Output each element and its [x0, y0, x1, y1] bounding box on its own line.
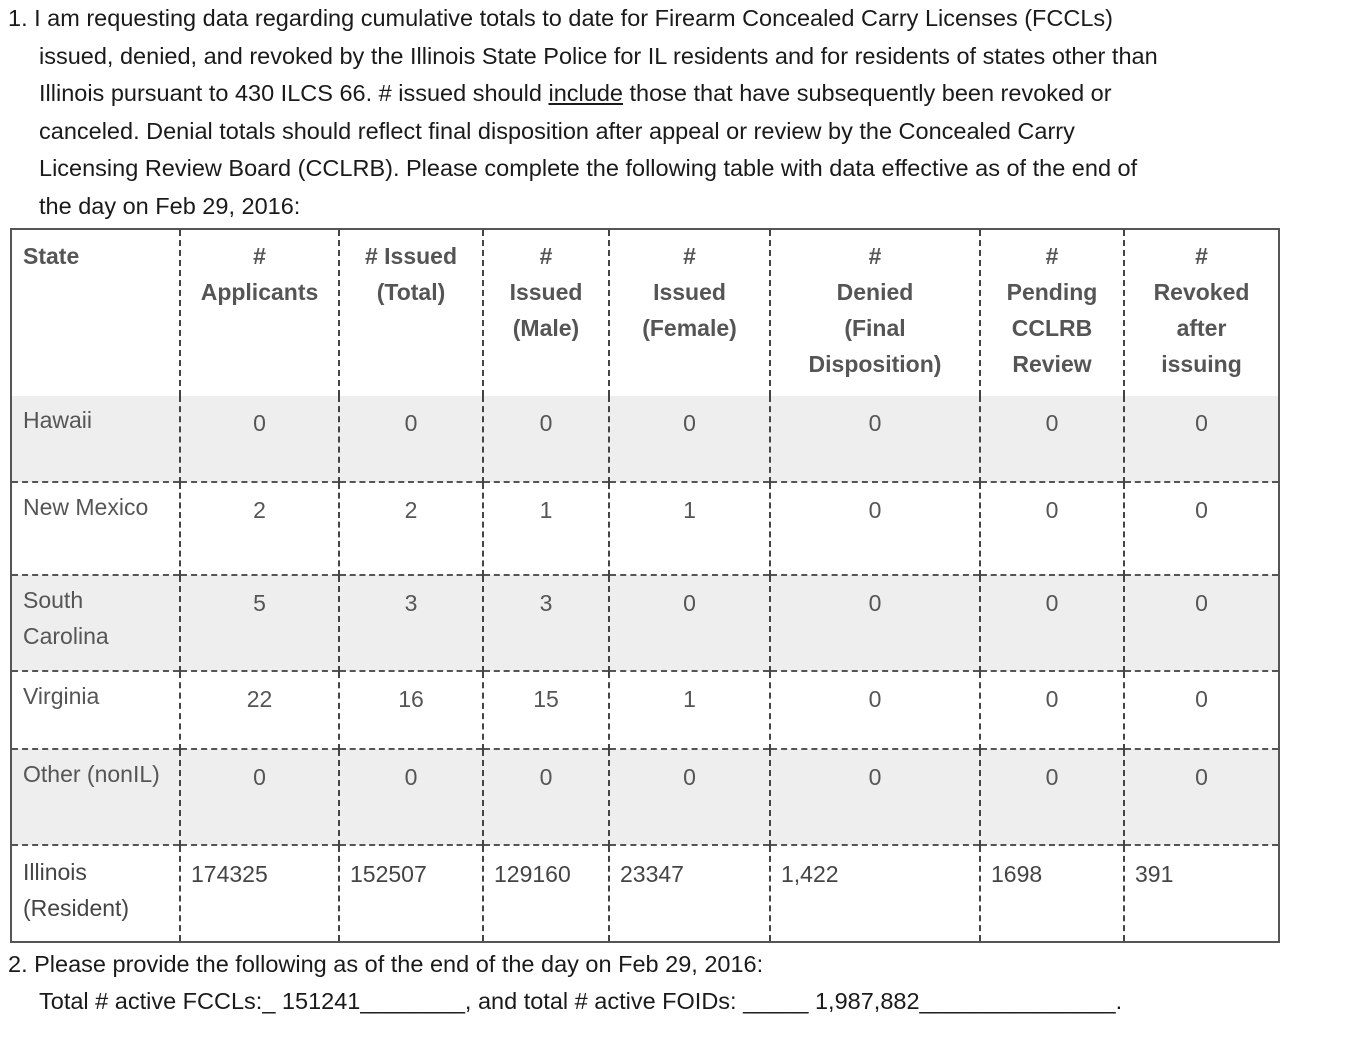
column-header-text: (Male) — [512, 315, 580, 341]
value-cell: 174325 — [180, 845, 339, 942]
column-header-text: Revoked — [1153, 279, 1250, 305]
question-1 — [8, 0, 1333, 225]
value-cell: 0 — [609, 575, 770, 671]
value-cell: 0 — [980, 396, 1124, 482]
column-header-text: issuing — [1161, 351, 1242, 377]
underlined-word: include — [548, 80, 623, 106]
value-cell: 0 — [180, 396, 339, 482]
value-cell: 15 — [483, 671, 609, 749]
value-cell: 5 — [180, 575, 339, 671]
value-cell: 0 — [1124, 575, 1279, 671]
table-row — [11, 749, 1279, 845]
value-cell: 0 — [980, 749, 1124, 845]
column-header — [609, 229, 770, 396]
question-1-line: Licensing Review Board (CCLRB). Please complete the following table with data effective as of the end of — [39, 155, 1138, 181]
state-name: Hawaii — [23, 407, 93, 433]
value-cell: 22 — [180, 671, 339, 749]
question-1-line: canceled. Denial totals should reflect final disposition after appeal or review by the Concealed Carry — [39, 117, 1075, 144]
value-cell: 391 — [1124, 845, 1279, 942]
value-cell: 1698 — [980, 845, 1124, 942]
state-cell — [11, 671, 180, 749]
value-cell: 1 — [609, 482, 770, 575]
column-header-text: Issued — [653, 279, 726, 305]
question-2-prompt: 2. Please provide the following as of the end of the day on Feb 29, 2016: — [8, 951, 764, 977]
value-cell: 0 — [609, 396, 770, 482]
question-1-line: the day on Feb 29, 2016: — [39, 192, 301, 219]
value-cell: 2 — [339, 482, 483, 575]
column-header-text: (Female) — [642, 315, 737, 341]
state-name: South — [23, 587, 84, 613]
question-1-text: Illinois pursuant to 430 ILCS 66. # issued should — [39, 80, 549, 106]
state-cell — [11, 482, 180, 575]
table-row — [11, 482, 1279, 575]
table-row — [11, 845, 1279, 942]
state-name: Other (nonIL) — [23, 761, 160, 787]
value-cell: 0 — [483, 396, 609, 482]
column-header-text: Disposition) — [808, 351, 942, 377]
value-cell: 0 — [483, 749, 609, 845]
column-header-text: # — [868, 243, 882, 269]
column-header-text: # Issued — [364, 243, 458, 269]
column-header-text: (Final — [844, 315, 906, 341]
column-header — [980, 229, 1124, 396]
value-cell: 0 — [339, 749, 483, 845]
state-cell — [11, 749, 180, 845]
table-row — [11, 575, 1279, 671]
question-1-text: those that have subsequently been revoked or — [622, 80, 1112, 106]
column-header — [11, 229, 180, 396]
column-header — [770, 229, 980, 396]
value-cell: 0 — [1124, 482, 1279, 575]
column-header — [180, 229, 339, 396]
value-cell: 0 — [770, 671, 980, 749]
column-header-text: # — [683, 243, 696, 269]
question-1-line — [8, 75, 1333, 113]
state-name: (Resident) — [23, 895, 130, 921]
state-cell — [11, 396, 180, 482]
value-cell: 0 — [1124, 749, 1279, 845]
value-cell: 2 — [180, 482, 339, 575]
value-cell: 0 — [770, 396, 980, 482]
column-header-text: Denied — [836, 279, 914, 305]
column-header — [339, 229, 483, 396]
state-cell — [11, 575, 180, 671]
column-header-text: Issued — [509, 279, 583, 305]
column-header-text: # — [539, 243, 553, 269]
column-header-text: CCLRB — [1011, 315, 1093, 341]
column-header — [1124, 229, 1279, 396]
value-cell: 0 — [1124, 671, 1279, 749]
value-cell: 0 — [770, 575, 980, 671]
question-2-answer-line: Total # active FCCLs:_ 151241________, and total # active FOIDs: _____ 1,987,882_______________. — [39, 988, 1123, 1014]
state-name: New Mexico — [23, 494, 149, 520]
value-cell: 23347 — [609, 845, 770, 942]
state-name: Virginia — [23, 683, 100, 709]
column-header-text: State — [23, 243, 80, 269]
question-1-line: 1. I am requesting data regarding cumulative totals to date for Firearm Concealed Carry Licenses (FCCLs) — [8, 5, 1113, 31]
column-header-text: # — [1045, 243, 1059, 269]
value-cell: 0 — [980, 575, 1124, 671]
value-cell: 0 — [770, 482, 980, 575]
value-cell: 0 — [980, 482, 1124, 575]
value-cell: 0 — [770, 749, 980, 845]
column-header-text: Pending — [1006, 279, 1098, 305]
table-row — [11, 671, 1279, 749]
value-cell: 129160 — [483, 845, 609, 942]
value-cell: 3 — [483, 575, 609, 671]
value-cell: 1 — [483, 482, 609, 575]
state-name: Illinois — [23, 859, 87, 885]
column-header-text: # — [1195, 243, 1208, 269]
value-cell: 1 — [609, 671, 770, 749]
value-cell: 152507 — [339, 845, 483, 942]
column-header-text: # — [253, 243, 266, 269]
value-cell: 16 — [339, 671, 483, 749]
question-1-line: issued, denied, and revoked by the Illinois State Police for IL residents and for residents of states other than — [39, 42, 1158, 69]
question-2 — [8, 946, 1338, 1020]
column-header-text: (Total) — [376, 279, 446, 305]
column-header-text: Applicants — [200, 279, 319, 305]
table-header-row — [11, 229, 1279, 396]
value-cell: 1,422 — [770, 845, 980, 942]
value-cell: 0 — [980, 671, 1124, 749]
table-row — [11, 396, 1279, 482]
value-cell: 0 — [339, 396, 483, 482]
value-cell: 0 — [180, 749, 339, 845]
state-cell — [11, 845, 180, 942]
value-cell: 3 — [339, 575, 483, 671]
value-cell: 0 — [1124, 396, 1279, 482]
column-header-text: Review — [1012, 351, 1092, 377]
column-header — [483, 229, 609, 396]
license-data-table — [10, 228, 1280, 943]
column-header-text: after — [1176, 315, 1227, 341]
state-name: Carolina — [23, 623, 109, 649]
value-cell: 0 — [609, 749, 770, 845]
